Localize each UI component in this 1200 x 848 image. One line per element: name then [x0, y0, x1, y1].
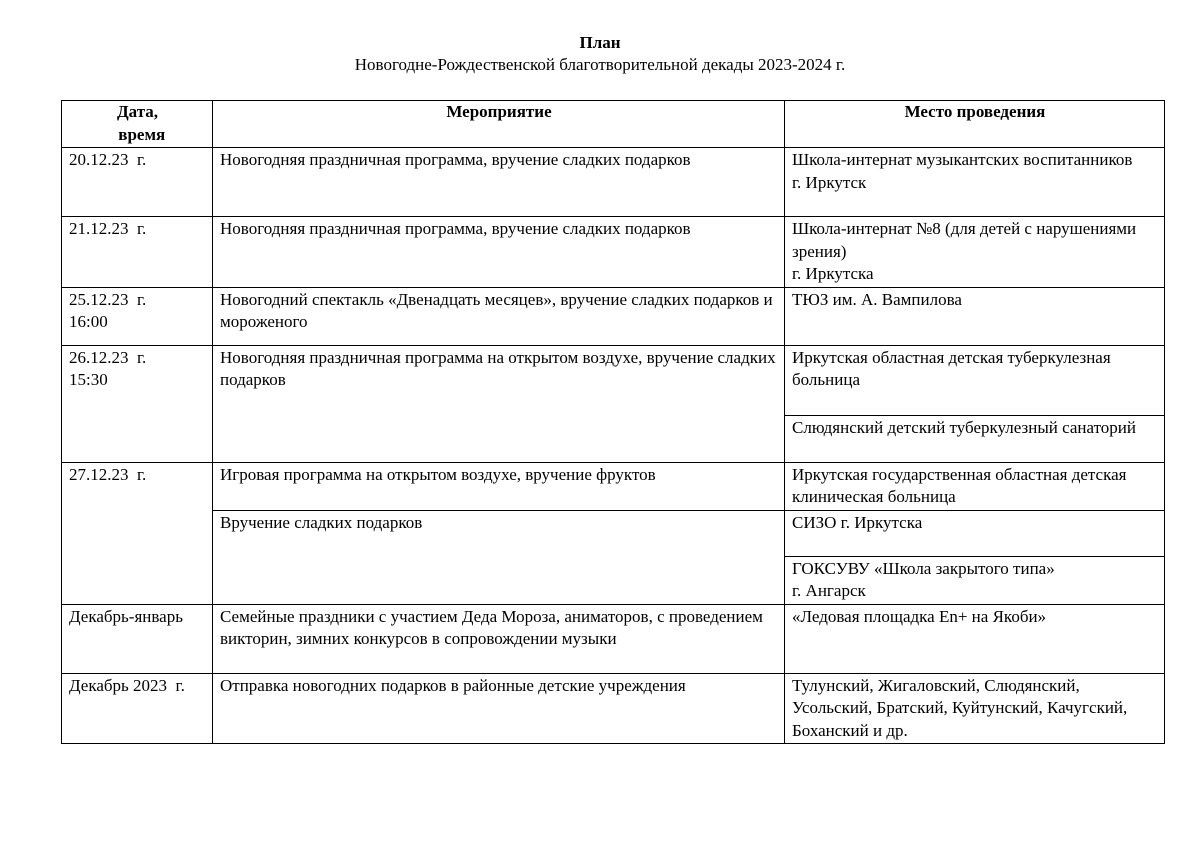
cell-event: Новогодняя праздничная программа, вручение сладких подарков	[213, 217, 785, 288]
cell-place: Слюдянский детский туберкулезный санаторий	[785, 415, 1165, 462]
document-subtitle: Новогодне-Рождественской благотворительной декады 2023-2024 г.	[354, 55, 846, 74]
table-row	[62, 604, 1165, 673]
column-header-date	[62, 101, 213, 148]
cell-date	[62, 462, 213, 604]
cell-event: Новогодний спектакль «Двенадцать месяцев», вручение сладких подарков и мороженого	[213, 287, 785, 345]
cell-event: Игровая программа на открытом воздухе, вручение фруктов	[213, 462, 785, 510]
date-text: 25.12.23 г.	[69, 289, 147, 309]
cell-date	[62, 604, 213, 673]
plan-table	[61, 100, 1165, 744]
table-row	[62, 148, 1165, 217]
cell-date	[62, 673, 213, 744]
cell-date	[62, 148, 213, 217]
cell-place: СИЗО г. Иркутска	[785, 510, 1165, 556]
column-header-place: Место проведения	[785, 101, 1165, 148]
document-title: План	[579, 33, 621, 52]
table-subrow	[62, 510, 1165, 556]
column-header-date-line2: время	[109, 124, 166, 144]
date-text: 21.12.23 г.	[69, 219, 147, 238]
date-text: Декабрь 2023 г.	[69, 675, 185, 695]
time-text: 16:00	[69, 312, 108, 331]
cell-place: ГОКСУВУ «Школа закрытого типа» г. Ангарск	[785, 556, 1165, 604]
table-row	[62, 673, 1165, 744]
date-text: 20.12.23 г.	[69, 150, 147, 169]
cell-date	[62, 217, 213, 288]
table-row	[62, 217, 1165, 288]
cell-event: Новогодняя праздничная программа, вручение сладких подарков	[213, 148, 785, 217]
time-text: 15:30	[69, 370, 108, 389]
cell-place: Иркутская государственная областная детская клиническая больница	[785, 462, 1165, 510]
cell-event: Отправка новогодних подарков в районные детские учреждения	[213, 673, 785, 744]
cell-date	[62, 287, 213, 345]
cell-event: Новогодняя праздничная программа на открытом воздухе, вручение сладких подарков	[213, 345, 785, 462]
table-row	[62, 462, 1165, 510]
cell-place: Тулунский, Жигаловский, Слюдянский, Усольский, Братский, Куйтунский, Качугский, Боханский и др.	[785, 673, 1165, 744]
cell-place: ТЮЗ им. А. Вампилова	[785, 287, 1165, 345]
cell-place: Иркутская областная детская туберкулезная больница	[785, 345, 1165, 415]
date-text: Декабрь-январь	[69, 606, 183, 626]
cell-place: Школа-интернат №8 (для детей с нарушениями зрения) г. Иркутска	[785, 217, 1165, 288]
table-header-row	[62, 101, 1165, 148]
table-row	[62, 287, 1165, 345]
date-text: 27.12.23 г.	[69, 464, 147, 484]
table-row	[62, 345, 1165, 415]
column-header-date-line1: Дата,	[116, 102, 159, 121]
cell-place: Школа-интернат музыкантских воспитанников г. Иркутск	[785, 148, 1165, 217]
cell-event: Семейные праздники с участием Деда Мороза, аниматоров, с проведением викторин, зимних конкурсов в сопровождении музыки	[213, 604, 785, 673]
cell-event: Вручение сладких подарков	[213, 510, 785, 604]
cell-place: «Ледовая площадка En+ на Якоби»	[785, 604, 1165, 673]
date-text: 26.12.23 г.	[69, 347, 147, 367]
cell-date	[62, 345, 213, 462]
column-header-event: Мероприятие	[213, 101, 785, 148]
